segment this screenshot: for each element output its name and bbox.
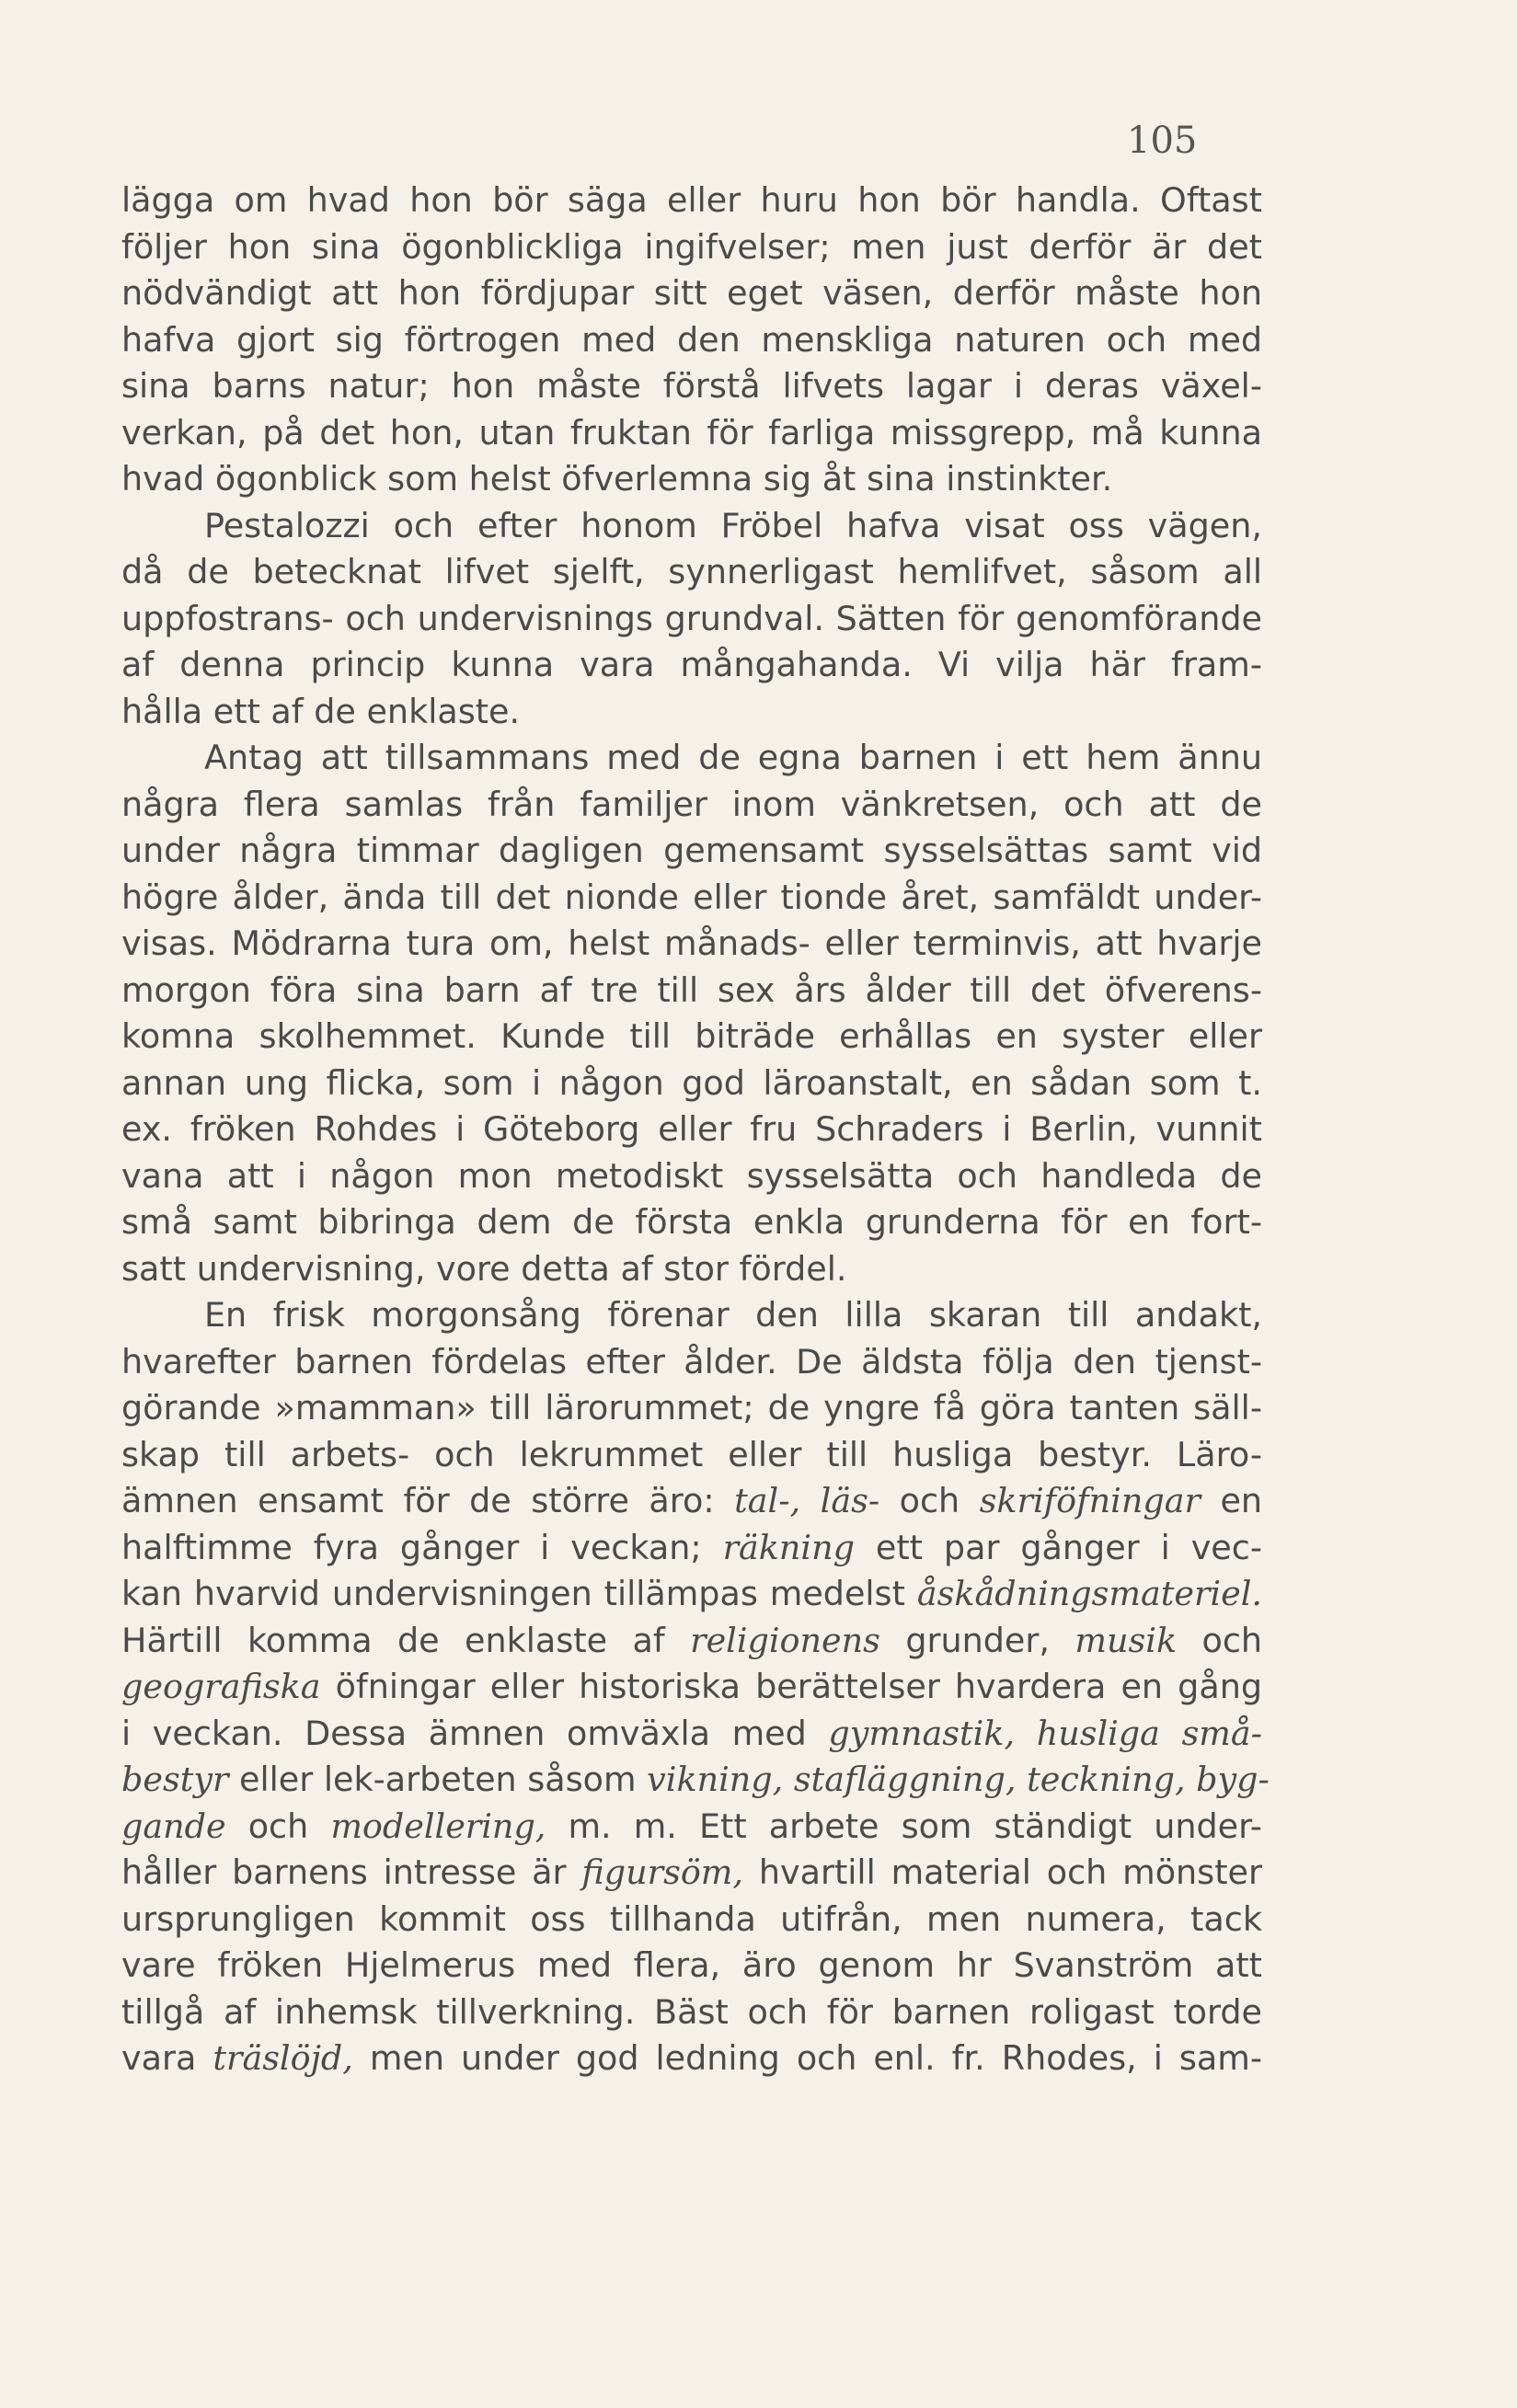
text-line: ämnen ensamt för de större äro: tal-, läs- och skriföfningar en — [121, 1481, 1263, 1520]
text-line: morgon föra sina barn af tre till sex års ålder till det öfverens- — [121, 969, 1262, 1010]
text-line: nödvändigt att hon fördjupar sitt eget väsen, derför måste hon — [121, 273, 1262, 313]
text-line: verkan, på det hon, utan fruktan för farliga missgrepp, må kunna — [121, 412, 1262, 453]
text-line: En frisk morgonsång förenar den lilla skaran till andakt, — [204, 1295, 1262, 1335]
text-line: vare fröken Hjelmerus med flera, äro genom hr Svanström att — [121, 1945, 1262, 1985]
text-line: Härtill komma de enklaste af religionens grunder, musik och — [121, 1620, 1263, 1660]
text-line: hvarefter barnen fördelas efter ålder. De äldsta följa den tjenst- — [121, 1341, 1262, 1382]
text-line: i veckan. Dessa ämnen omväxla med gymnastik, husliga små- — [121, 1713, 1263, 1753]
text-line: håller barnens intresse är figursöm, hvartill material och mönster — [121, 1852, 1262, 1892]
text-line: skap till arbets- och lekrummet eller till husliga bestyr. Läro- — [121, 1434, 1262, 1474]
text-line: tillgå af inhemsk tillverkning. Bäst och för barnen roligast torde — [121, 1991, 1262, 2032]
text-line: då de betecknat lifvet sjelft, synnerligast hemlifvet, såsom all — [121, 552, 1262, 591]
text-line: satt undervisning, vore detta af stor fördel. — [121, 1248, 847, 1289]
text-line: af denna princip kunna vara mångahanda. Vi vilja här fram- — [121, 645, 1262, 684]
text-line: vana att i någon mon metodiskt sysselsätta och handleda de — [121, 1155, 1262, 1196]
text-line: uppfostrans- och undervisnings grundval. Sätten för genomförande — [121, 598, 1262, 638]
text-line: vara träslöjd, men under god ledning och enl. fr. Rhodes, i sam- — [121, 2038, 1262, 2078]
text-line: högre ålder, ända till det nionde eller tionde året, samfäldt under- — [121, 877, 1262, 917]
text-line: görande »mamman» till lärorummet; de yngre få göra tanten säll- — [121, 1388, 1262, 1428]
text-line: små samt bibringa dem de första enkla grunderna för en fort- — [121, 1202, 1262, 1242]
text-line: några flera samlas från familjer inom vänkretsen, och att de — [121, 784, 1262, 824]
text-line: under några timmar dagligen gemensamt sysselsättas samt vid — [121, 831, 1262, 870]
text-line: gande och modellering, m. m. Ett arbete som ständigt under- — [121, 1806, 1262, 1846]
text-line: bestyr eller lek-arbeten såsom vikning, stafläggning, teckning, byg- — [121, 1760, 1270, 1799]
text-line: följer hon sina ögonblickliga ingifvelser; men just derför är det — [121, 226, 1262, 267]
text-line: annan ung flicka, som i någon god läroanstalt, en sådan som t. — [121, 1062, 1262, 1103]
text-line: hafva gjort sig förtrogen med den menskliga naturen och med — [121, 319, 1262, 360]
text-line: komna skolhemmet. Kunde till biträde erhållas en syster eller — [121, 1016, 1262, 1056]
text-line: ex. fröken Rohdes i Göteborg eller fru Schraders i Berlin, vunnit — [121, 1109, 1262, 1149]
text-line: halftimme fyra gånger i veckan; räkning ett par gånger i vec- — [121, 1527, 1262, 1567]
text-line: ursprungligen kommit oss tillhanda utifrån, men numera, tack — [121, 1898, 1262, 1939]
text-line: geografiska öfningar eller historiska berättelser hvardera en gång — [121, 1667, 1262, 1706]
text-line: visas. Mödrarna tura om, helst månads- eller terminvis, att hvarje — [121, 923, 1262, 963]
text-line: hvad ögonblick som helst öfverlemna sig åt sina instinkter. — [121, 459, 1113, 499]
text-line: sina barns natur; hon måste förstå lifvets lagar i deras växel- — [121, 366, 1262, 406]
text-line: Antag att tillsammans med de egna barnen i ett hem ännu — [204, 738, 1262, 777]
text-line: lägga om hvad hon bör säga eller huru hon bör handla. Oftast — [121, 180, 1262, 220]
text-line: Pestalozzi och efter honom Fröbel hafva visat oss vägen, — [204, 505, 1262, 545]
body-text — [121, 178, 1270, 2082]
text-line: kan hvarvid undervisningen tillämpas medelst åskådningsmateriel. — [121, 1574, 1262, 1613]
page-number: 105 — [1127, 120, 1198, 162]
text-line: hålla ett af de enklaste. — [121, 691, 521, 731]
